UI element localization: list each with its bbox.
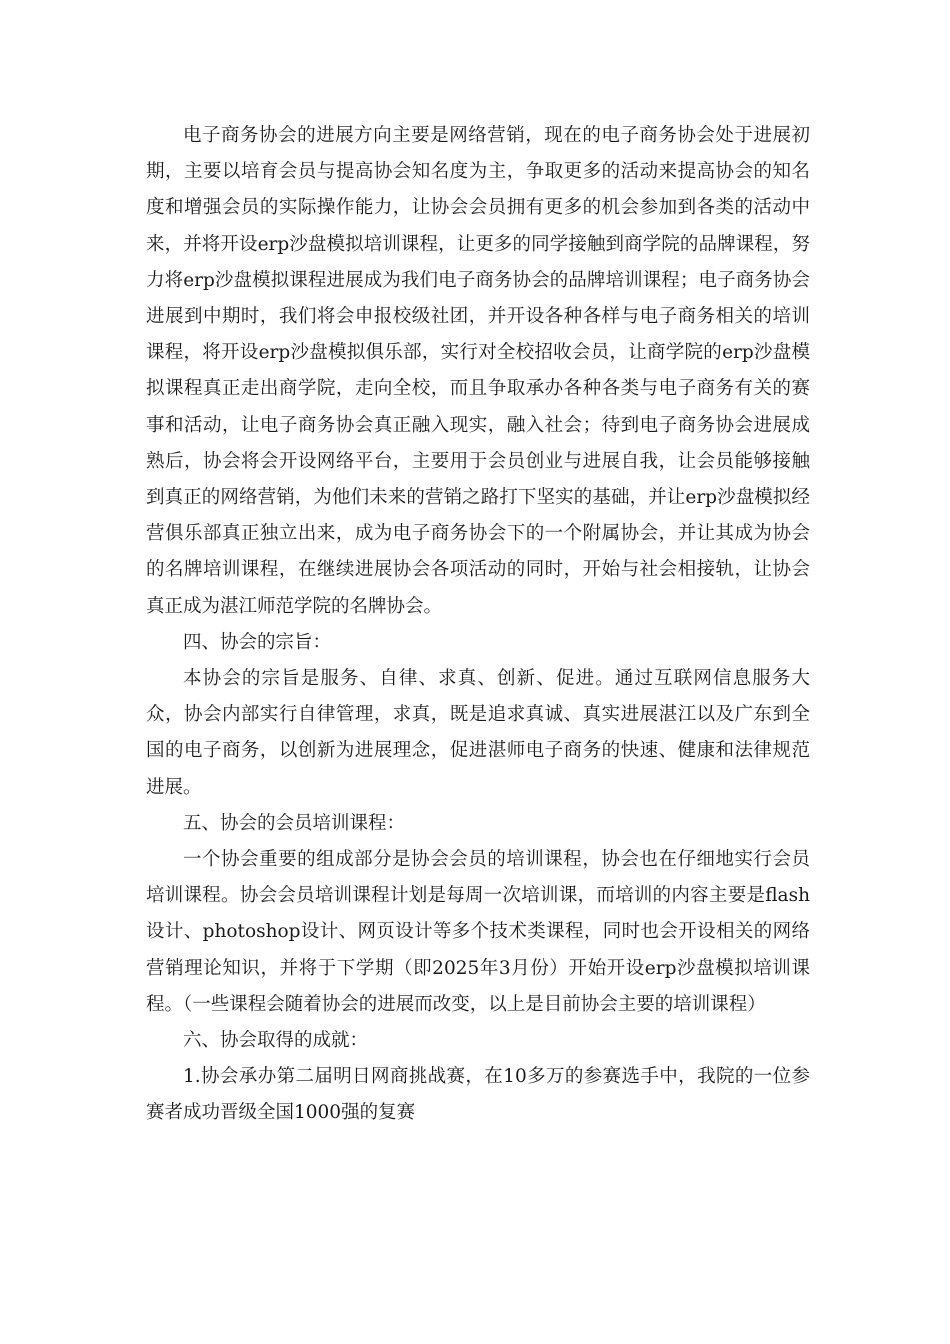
paragraph-training: 一个协会重要的组成部分是协会会员的培训课程，协会也在仔细地实行会员培训课程。协会会员培训课程计划是每周一次培训课，而培训的内容主要是flash设计、photoshop设计、网页设计等多个技术类课程，同时也会开设相关的网络营销理论知识，并将于下学期（即2025年3月份）开始开设erp沙盘模拟培训课程。（一些课程会随着协会的进展而改变，以上是目前协会主要的培训课程） — [146, 849, 810, 1015]
paragraph-achievement-1: 1.协会承办第二届明日网商挑战赛，在10多万的参赛选手中，我院的一位参赛者成功晋级全国1000强的复赛 — [146, 1066, 810, 1124]
section-heading-achievements: 六、协会取得的成就： — [183, 1030, 369, 1052]
paragraph-development-direction: 电子商务协会的进展方向主要是网络营销，现在的电子商务协会处于进展初期，主要以培育会员与提高协会知名度为主，争取更多的活动来提高协会的知名度和增强会员的实际操作能力，让协会会员拥有更多的机会参加到各类的活动中来，并将开设erp沙盘模拟培训课程，让更多的同学接触到商学院的品牌课程，努力将erp沙盘模拟课程进展成为我们电子商务协会的品牌培训课程；电子商务协会进展到中期时，我们将会申报校级社团，并开设各种各样与电子商务相关的培训课程，将开设erp沙盘模拟俱乐部，实行对全校招收会员，让商学院的erp沙盘模拟课程真正走出商学院，走向全校，而且争取承办各种各类与电子商务有关的赛事和活动，让电子商务协会真正融入现实，融入社会；待到电子商务协会进展成熟后，协会将会开设网络平台，主要用于会员创业与进展自我，让会员能够接触到真正的网络营销，为他们未来的营销之路打下坚实的基础，并让erp沙盘模拟经营俱乐部真正独立出来，成为电子商务协会下的一个附属协会，并让其成为协会的名牌培训课程，在继续进展协会各项活动的同时，开始与社会相接轨，让协会真正成为湛江师范学院的名牌协会。 — [146, 125, 810, 617]
document-body — [146, 118, 810, 1132]
section-heading-purpose: 四、协会的宗旨： — [183, 631, 332, 653]
section-heading-training: 五、协会的会员培训课程： — [183, 812, 406, 834]
paragraph-purpose: 本协会的宗旨是服务、自律、求真、创新、促进。通过互联网信息服务大众，协会内部实行自律管理，求真，既是追求真诚、真实进展湛江以及广东到全国的电子商务，以创新为进展理念，促进湛师电子商务的快速、健康和法律规范进展。 — [146, 668, 810, 798]
